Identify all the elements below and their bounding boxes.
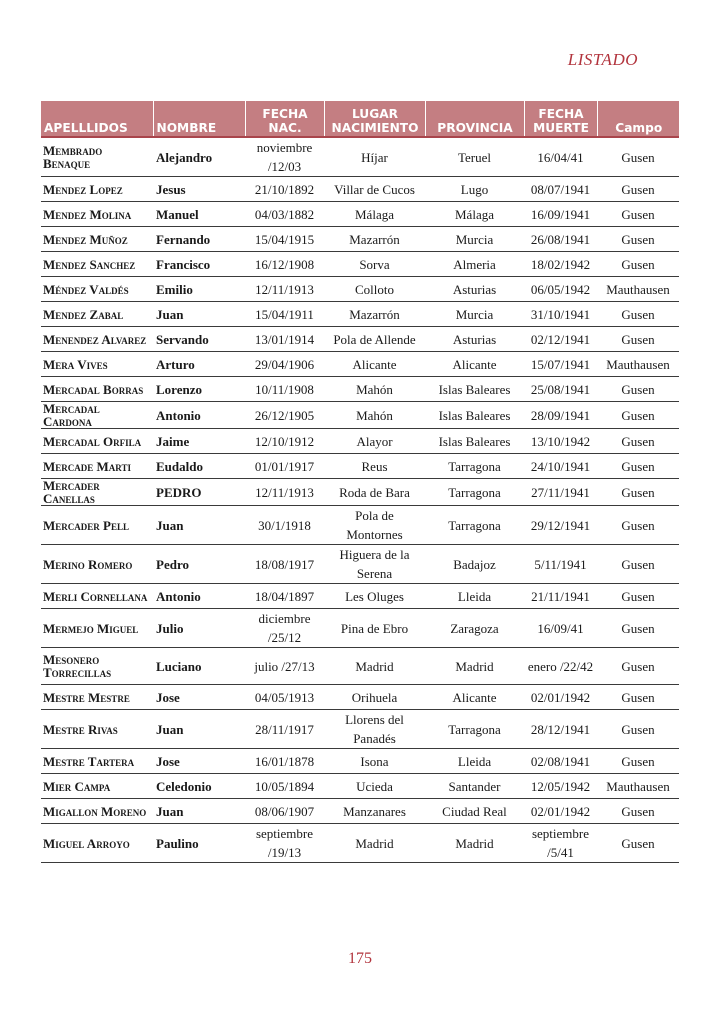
cell-campo: Mauthausen bbox=[597, 774, 679, 799]
cell-nombre: Juan bbox=[153, 302, 245, 327]
cell-nombre: Servando bbox=[153, 327, 245, 352]
cell-campo: Gusen bbox=[597, 454, 679, 479]
cell-provincia: Almeria bbox=[425, 252, 524, 277]
cell-fecha-muerte: 5/11/1941 bbox=[524, 545, 597, 584]
cell-campo: Gusen bbox=[597, 202, 679, 227]
cell-lugar-nacimiento: Orihuela bbox=[324, 685, 425, 710]
cell-fecha-nac: 12/11/1913 bbox=[245, 479, 324, 506]
cell-provincia: Ciudad Real bbox=[425, 799, 524, 824]
cell-lugar-nacimiento: Les Oluges bbox=[324, 584, 425, 609]
cell-lugar-nacimiento: Sorva bbox=[324, 252, 425, 277]
header-row bbox=[41, 101, 679, 137]
cell-campo: Gusen bbox=[597, 545, 679, 584]
cell-lugar-nacimiento: Madrid bbox=[324, 648, 425, 685]
cell-nombre: Juan bbox=[153, 799, 245, 824]
header-fecha-nac: FECHA NAC. bbox=[245, 101, 324, 137]
cell-apellidos: Mercadal Borras bbox=[41, 377, 153, 402]
cell-fecha-muerte: 27/11/1941 bbox=[524, 479, 597, 506]
cell-apellidos: Mendez Muñoz bbox=[41, 227, 153, 252]
cell-provincia: Tarragona bbox=[425, 710, 524, 749]
table-row bbox=[41, 609, 679, 648]
table-row bbox=[41, 352, 679, 377]
cell-provincia: Islas Baleares bbox=[425, 377, 524, 402]
cell-lugar-nacimiento: Llorens del Panadés bbox=[324, 710, 425, 749]
cell-fecha-muerte: 31/10/1941 bbox=[524, 302, 597, 327]
cell-campo: Gusen bbox=[597, 402, 679, 429]
cell-nombre: Antonio bbox=[153, 402, 245, 429]
cell-fecha-nac: 16/01/1878 bbox=[245, 749, 324, 774]
cell-campo: Gusen bbox=[597, 177, 679, 202]
cell-fecha-muerte: 15/07/1941 bbox=[524, 352, 597, 377]
table-row bbox=[41, 584, 679, 609]
cell-fecha-muerte: 24/10/1941 bbox=[524, 454, 597, 479]
cell-fecha-nac: 08/06/1907 bbox=[245, 799, 324, 824]
cell-lugar-nacimiento: Alayor bbox=[324, 429, 425, 454]
table-row bbox=[41, 137, 679, 177]
cell-fecha-muerte: 02/01/1942 bbox=[524, 799, 597, 824]
cell-lugar-nacimiento: Pola de Montornes bbox=[324, 506, 425, 545]
cell-apellidos: Mercader Canellas bbox=[41, 479, 153, 506]
running-head: LISTADO bbox=[567, 50, 638, 69]
cell-provincia: Lleida bbox=[425, 749, 524, 774]
cell-apellidos: Mercadal Cardona bbox=[41, 402, 153, 429]
cell-fecha-nac: septiembre /19/13 bbox=[245, 824, 324, 863]
table-row bbox=[41, 545, 679, 584]
cell-fecha-nac: 12/10/1912 bbox=[245, 429, 324, 454]
cell-campo: Gusen bbox=[597, 685, 679, 710]
cell-nombre: Eudaldo bbox=[153, 454, 245, 479]
table-row bbox=[41, 202, 679, 227]
cell-lugar-nacimiento: Reus bbox=[324, 454, 425, 479]
header-nombre: NOMBRE bbox=[153, 101, 245, 137]
cell-lugar-nacimiento: Isona bbox=[324, 749, 425, 774]
cell-lugar-nacimiento: Mahón bbox=[324, 377, 425, 402]
cell-campo: Gusen bbox=[597, 584, 679, 609]
cell-campo: Gusen bbox=[597, 479, 679, 506]
cell-apellidos: Mesonero Torrecillas bbox=[41, 648, 153, 685]
cell-campo: Gusen bbox=[597, 710, 679, 749]
cell-fecha-nac: 04/05/1913 bbox=[245, 685, 324, 710]
cell-nombre: Jaime bbox=[153, 429, 245, 454]
cell-fecha-nac: noviembre /12/03 bbox=[245, 137, 324, 177]
cell-apellidos: Mermejo Miguel bbox=[41, 609, 153, 648]
cell-fecha-nac: 21/10/1892 bbox=[245, 177, 324, 202]
cell-apellidos: Membrado Benaque bbox=[41, 137, 153, 177]
page-number: 175 bbox=[348, 950, 372, 967]
cell-apellidos: Mestre Tartera bbox=[41, 749, 153, 774]
table-row bbox=[41, 227, 679, 252]
cell-nombre: Emilio bbox=[153, 277, 245, 302]
cell-apellidos: Merli Cornellana bbox=[41, 584, 153, 609]
cell-provincia: Asturias bbox=[425, 327, 524, 352]
cell-provincia: Zaragoza bbox=[425, 609, 524, 648]
cell-nombre: Antonio bbox=[153, 584, 245, 609]
cell-fecha-muerte: 16/04/41 bbox=[524, 137, 597, 177]
cell-nombre: Arturo bbox=[153, 352, 245, 377]
cell-apellidos: Mier Campa bbox=[41, 774, 153, 799]
cell-fecha-nac: 10/11/1908 bbox=[245, 377, 324, 402]
cell-fecha-muerte: 16/09/41 bbox=[524, 609, 597, 648]
header-fecha-muerte: FECHA MUERTE bbox=[524, 101, 597, 137]
table-row bbox=[41, 177, 679, 202]
cell-campo: Gusen bbox=[597, 749, 679, 774]
cell-provincia: Lugo bbox=[425, 177, 524, 202]
cell-nombre: Jesus bbox=[153, 177, 245, 202]
table-row bbox=[41, 402, 679, 429]
cell-fecha-nac: 16/12/1908 bbox=[245, 252, 324, 277]
cell-fecha-muerte: 21/11/1941 bbox=[524, 584, 597, 609]
cell-fecha-muerte: 28/12/1941 bbox=[524, 710, 597, 749]
cell-provincia: Asturias bbox=[425, 277, 524, 302]
table-row bbox=[41, 479, 679, 506]
cell-nombre: Francisco bbox=[153, 252, 245, 277]
table-row bbox=[41, 506, 679, 545]
cell-nombre: Julio bbox=[153, 609, 245, 648]
cell-fecha-muerte: 06/05/1942 bbox=[524, 277, 597, 302]
cell-fecha-muerte: 29/12/1941 bbox=[524, 506, 597, 545]
cell-fecha-muerte: 02/12/1941 bbox=[524, 327, 597, 352]
cell-lugar-nacimiento: Higuera de la Serena bbox=[324, 545, 425, 584]
cell-lugar-nacimiento: Málaga bbox=[324, 202, 425, 227]
cell-fecha-muerte: enero /22/42 bbox=[524, 648, 597, 685]
cell-lugar-nacimiento: Villar de Cucos bbox=[324, 177, 425, 202]
cell-nombre: Juan bbox=[153, 506, 245, 545]
cell-provincia: Alicante bbox=[425, 352, 524, 377]
cell-fecha-nac: 12/11/1913 bbox=[245, 277, 324, 302]
table-row bbox=[41, 302, 679, 327]
cell-nombre: Pedro bbox=[153, 545, 245, 584]
table-row bbox=[41, 648, 679, 685]
cell-nombre: Jose bbox=[153, 749, 245, 774]
table-row bbox=[41, 277, 679, 302]
cell-apellidos: Merino Romero bbox=[41, 545, 153, 584]
cell-lugar-nacimiento: Pina de Ebro bbox=[324, 609, 425, 648]
cell-lugar-nacimiento: Híjar bbox=[324, 137, 425, 177]
cell-lugar-nacimiento: Mazarrón bbox=[324, 302, 425, 327]
cell-apellidos: Mendez Molina bbox=[41, 202, 153, 227]
cell-fecha-muerte: 12/05/1942 bbox=[524, 774, 597, 799]
cell-provincia: Islas Baleares bbox=[425, 402, 524, 429]
cell-fecha-nac: 29/04/1906 bbox=[245, 352, 324, 377]
cell-provincia: Tarragona bbox=[425, 454, 524, 479]
table-row bbox=[41, 377, 679, 402]
cell-fecha-muerte: 25/08/1941 bbox=[524, 377, 597, 402]
cell-campo: Gusen bbox=[597, 377, 679, 402]
cell-apellidos: Mendez Zabal bbox=[41, 302, 153, 327]
cell-apellidos: Mestre Rivas bbox=[41, 710, 153, 749]
cell-campo: Mauthausen bbox=[597, 277, 679, 302]
table-row bbox=[41, 774, 679, 799]
cell-campo: Gusen bbox=[597, 506, 679, 545]
cell-apellidos: Mercadal Orfila bbox=[41, 429, 153, 454]
cell-apellidos: Mercade Marti bbox=[41, 454, 153, 479]
cell-provincia: Lleida bbox=[425, 584, 524, 609]
cell-lugar-nacimiento: Roda de Bara bbox=[324, 479, 425, 506]
cell-fecha-nac: 04/03/1882 bbox=[245, 202, 324, 227]
cell-nombre: PEDRO bbox=[153, 479, 245, 506]
cell-fecha-muerte: septiembre /5/41 bbox=[524, 824, 597, 863]
cell-apellidos: Migallon Moreno bbox=[41, 799, 153, 824]
header-provincia: PROVINCIA bbox=[425, 101, 524, 137]
cell-lugar-nacimiento: Pola de Allende bbox=[324, 327, 425, 352]
cell-fecha-nac: 28/11/1917 bbox=[245, 710, 324, 749]
cell-apellidos: Menendez Alvarez bbox=[41, 327, 153, 352]
table-row bbox=[41, 685, 679, 710]
cell-nombre: Manuel bbox=[153, 202, 245, 227]
cell-fecha-nac: 13/01/1914 bbox=[245, 327, 324, 352]
header-lugar-nacimiento: LUGAR NACIMIENTO bbox=[324, 101, 425, 137]
table-row bbox=[41, 799, 679, 824]
cell-fecha-muerte: 16/09/1941 bbox=[524, 202, 597, 227]
cell-campo: Gusen bbox=[597, 227, 679, 252]
cell-apellidos: Mera Vives bbox=[41, 352, 153, 377]
header-campo: Campo bbox=[597, 101, 679, 137]
cell-apellidos: Méndez Valdés bbox=[41, 277, 153, 302]
header-apellidos: APELLLIDOS bbox=[41, 101, 153, 137]
cell-campo: Gusen bbox=[597, 799, 679, 824]
cell-provincia: Murcia bbox=[425, 227, 524, 252]
table-row bbox=[41, 749, 679, 774]
cell-nombre: Lorenzo bbox=[153, 377, 245, 402]
cell-nombre: Celedonio bbox=[153, 774, 245, 799]
cell-provincia: Alicante bbox=[425, 685, 524, 710]
cell-campo: Gusen bbox=[597, 429, 679, 454]
cell-fecha-nac: 10/05/1894 bbox=[245, 774, 324, 799]
cell-campo: Gusen bbox=[597, 252, 679, 277]
table-row bbox=[41, 454, 679, 479]
cell-lugar-nacimiento: Colloto bbox=[324, 277, 425, 302]
cell-apellidos: Mendez Lopez bbox=[41, 177, 153, 202]
cell-apellidos: Mendez Sanchez bbox=[41, 252, 153, 277]
cell-provincia: Málaga bbox=[425, 202, 524, 227]
cell-fecha-nac: 18/08/1917 bbox=[245, 545, 324, 584]
cell-provincia: Madrid bbox=[425, 824, 524, 863]
cell-apellidos: Mestre Mestre bbox=[41, 685, 153, 710]
cell-campo: Gusen bbox=[597, 302, 679, 327]
table-row bbox=[41, 252, 679, 277]
cell-apellidos: Miguel Arroyo bbox=[41, 824, 153, 863]
cell-provincia: Santander bbox=[425, 774, 524, 799]
cell-fecha-muerte: 28/09/1941 bbox=[524, 402, 597, 429]
cell-provincia: Islas Baleares bbox=[425, 429, 524, 454]
cell-nombre: Alejandro bbox=[153, 137, 245, 177]
cell-fecha-muerte: 26/08/1941 bbox=[524, 227, 597, 252]
cell-provincia: Murcia bbox=[425, 302, 524, 327]
table-row bbox=[41, 710, 679, 749]
cell-fecha-nac: 30/1/1918 bbox=[245, 506, 324, 545]
cell-fecha-muerte: 02/01/1942 bbox=[524, 685, 597, 710]
cell-fecha-muerte: 08/07/1941 bbox=[524, 177, 597, 202]
cell-campo: Gusen bbox=[597, 137, 679, 177]
cell-provincia: Tarragona bbox=[425, 479, 524, 506]
cell-lugar-nacimiento: Manzanares bbox=[324, 799, 425, 824]
cell-nombre: Luciano bbox=[153, 648, 245, 685]
cell-fecha-muerte: 02/08/1941 bbox=[524, 749, 597, 774]
cell-fecha-nac: 26/12/1905 bbox=[245, 402, 324, 429]
cell-provincia: Madrid bbox=[425, 648, 524, 685]
cell-fecha-nac: 18/04/1897 bbox=[245, 584, 324, 609]
cell-provincia: Badajoz bbox=[425, 545, 524, 584]
cell-campo: Mauthausen bbox=[597, 352, 679, 377]
cell-fecha-nac: diciembre /25/12 bbox=[245, 609, 324, 648]
cell-campo: Gusen bbox=[597, 609, 679, 648]
cell-fecha-nac: 15/04/1911 bbox=[245, 302, 324, 327]
cell-nombre: Fernando bbox=[153, 227, 245, 252]
cell-campo: Gusen bbox=[597, 327, 679, 352]
cell-lugar-nacimiento: Ucieda bbox=[324, 774, 425, 799]
cell-fecha-nac: 01/01/1917 bbox=[245, 454, 324, 479]
cell-fecha-nac: 15/04/1915 bbox=[245, 227, 324, 252]
table-row bbox=[41, 429, 679, 454]
table-row bbox=[41, 327, 679, 352]
table-row bbox=[41, 824, 679, 863]
cell-nombre: Paulino bbox=[153, 824, 245, 863]
cell-lugar-nacimiento: Madrid bbox=[324, 824, 425, 863]
cell-nombre: Jose bbox=[153, 685, 245, 710]
listado-table bbox=[41, 101, 679, 863]
cell-apellidos: Mercader Pell bbox=[41, 506, 153, 545]
cell-provincia: Tarragona bbox=[425, 506, 524, 545]
cell-campo: Gusen bbox=[597, 824, 679, 863]
cell-fecha-nac: julio /27/13 bbox=[245, 648, 324, 685]
cell-fecha-muerte: 18/02/1942 bbox=[524, 252, 597, 277]
cell-nombre: Juan bbox=[153, 710, 245, 749]
cell-lugar-nacimiento: Mazarrón bbox=[324, 227, 425, 252]
cell-lugar-nacimiento: Alicante bbox=[324, 352, 425, 377]
cell-provincia: Teruel bbox=[425, 137, 524, 177]
cell-lugar-nacimiento: Mahón bbox=[324, 402, 425, 429]
cell-campo: Gusen bbox=[597, 648, 679, 685]
cell-fecha-muerte: 13/10/1942 bbox=[524, 429, 597, 454]
